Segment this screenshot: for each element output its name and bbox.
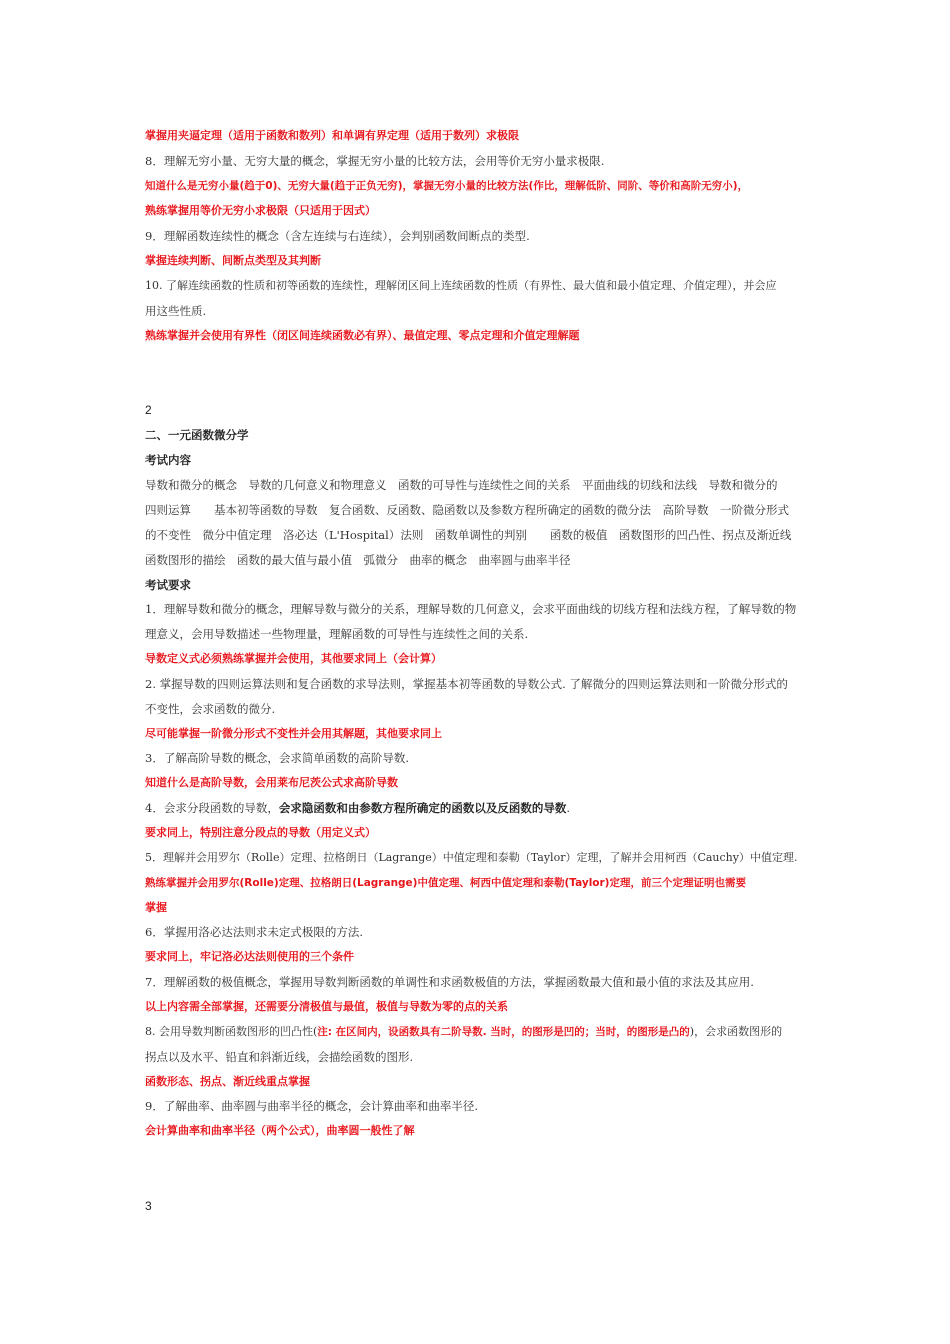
requirement-line: 9．理解函数连续性的概念（含左连续与右连续），会判别函数间断点的类型.	[145, 229, 530, 243]
requirement-line: 用这些性质.	[145, 304, 207, 318]
red-note-line: 掌握连续判断、间断点类型及其判断	[145, 254, 321, 267]
red-note-line: 以上内容需全部掌握，还需要分清极值与最值，极值与导数为零的点的关系	[145, 1000, 508, 1013]
requirement-line: 拐点以及水平、铅直和斜渐近线，会描绘函数的图形.	[145, 1050, 414, 1064]
requirement-line	[145, 1022, 820, 1042]
red-note-line: 尽可能掌握一阶微分形式不变性并会用其解题，其他要求同上	[145, 727, 442, 740]
red-note-line: 熟练掌握用等价无穷小求极限（只适用于因式）	[145, 204, 376, 217]
red-note-line: 要求同上，牢记洛必达法则使用的三个条件	[145, 950, 354, 963]
requirement-line: 不变性，会求函数的微分.	[145, 702, 276, 716]
page-number: 2	[145, 403, 152, 417]
content-line: 函数图形的描绘 函数的最大值与最小值 弧微分 曲率的概念 曲率圆与曲率半径	[145, 553, 571, 567]
section-heading: 二、一元函数微分学	[145, 428, 249, 442]
red-note-line: 要求同上，特别注意分段点的导数（用定义式）	[145, 826, 376, 839]
subsection-heading: 考试内容	[145, 453, 191, 467]
requirement-line: 2. 掌握导数的四则运算法则和复合函数的求导法则，掌握基本初等函数的导数公式. 了解微分的四则运算法则和一阶微分形式的	[145, 677, 788, 691]
page-number: 3	[145, 1199, 152, 1213]
requirement-text: 8. 会用导数判断函数图形的凹凸性(	[145, 1025, 318, 1038]
requirement-line: 3．了解高阶导数的概念，会求简单函数的高阶导数.	[145, 751, 409, 765]
requirement-line: 1．理解导数和微分的概念，理解导数与微分的关系，理解导数的几何意义，会求平面曲线的切线方程和法线方程，了解导数的物	[145, 602, 797, 616]
red-note-line: 知道什么是无穷小量(趋于0)、无穷大量(趋于正负无穷)，掌握无穷小量的比较方法(作比，理解低阶、同阶、等价和高阶无穷小)，	[145, 180, 749, 192]
inline-red-note: 注: 在区间内，设函数具有二阶导数. 当时，的图形是凹的；当时，的图形是凸的	[317, 1026, 690, 1038]
red-note-line: 函数形态、拐点、渐近线重点掌握	[145, 1075, 310, 1088]
red-note-line: 掌握	[145, 901, 167, 914]
subsection-heading: 考试要求	[145, 578, 191, 592]
period-text: .	[566, 801, 570, 815]
requirement-line: 9．了解曲率、曲率圆与曲率半径的概念，会计算曲率和曲率半径.	[145, 1099, 478, 1113]
requirement-line: 10. 了解连续函数的性质和初等函数的连续性，理解闭区间上连续函数的性质（有界性、最大值和最小值定理、介值定理），并会应	[145, 279, 777, 292]
requirement-line	[145, 798, 820, 818]
content-line: 导数和微分的概念 导数的几何意义和物理意义 函数的可导性与连续性之间的关系 平面曲线的切线和法线 导数和微分的	[145, 478, 778, 492]
content-line: 四则运算 基本初等函数的导数 复合函数、反函数、隐函数以及参数方程所确定的函数的微分法 高阶导数 一阶微分形式	[145, 503, 789, 517]
red-note-line: 导数定义式必须熟练掌握并会使用，其他要求同上（会计算）	[145, 652, 442, 665]
content-line: 的不变性 微分中值定理 洛必达（L'Hospital）法则 函数单调性的判别 函数的极值 函数图形的凹凸性、拐点及渐近线	[145, 528, 792, 542]
red-note-line: 熟练掌握并会使用有界性（闭区间连续函数必有界）、最值定理、零点定理和介值定理解题	[145, 329, 580, 342]
requirement-line: 6．掌握用洛必达法则求未定式极限的方法.	[145, 925, 363, 939]
requirement-text: )，会求函数图形的	[689, 1025, 783, 1038]
red-note-line: 掌握用夹逼定理（适用于函数和数列）和单调有界定理（适用于数列）求极限	[145, 129, 519, 142]
requirement-text: 4．会求分段函数的导数，	[145, 801, 279, 815]
requirement-line: 7．理解函数的极值概念，掌握用导数判断函数的单调性和求函数极值的方法，掌握函数最大值和最小值的求法及其应用.	[145, 975, 754, 989]
requirement-line: 理意义，会用导数描述一些物理量，理解函数的可导性与连续性之间的关系.	[145, 627, 529, 641]
red-note-line: 知道什么是高阶导数，会用莱布尼茨公式求高阶导数	[145, 776, 398, 789]
requirement-line: 5．理解并会用罗尔（Rolle）定理、拉格朗日（Lagrange）中值定理和泰勒（Taylor）定理，了解并会用柯西（Cauchy）中值定理.	[145, 851, 798, 864]
red-note-line: 会计算曲率和曲率半径（两个公式），曲率圆一般性了解	[145, 1124, 415, 1137]
bold-requirement-text: 会求隐函数和由参数方程所确定的函数以及反函数的导数	[278, 801, 567, 815]
requirement-line: 8．理解无穷小量、无穷大量的概念，掌握无穷小量的比较方法，会用等价无穷小量求极限.	[145, 154, 605, 168]
red-note-line: 熟练掌握并会用罗尔(Rolle)定理、拉格朗日(Lagrange)中值定理、柯西中值定理和泰勒(Taylor)定理，前三个定理证明也需要	[145, 877, 746, 889]
